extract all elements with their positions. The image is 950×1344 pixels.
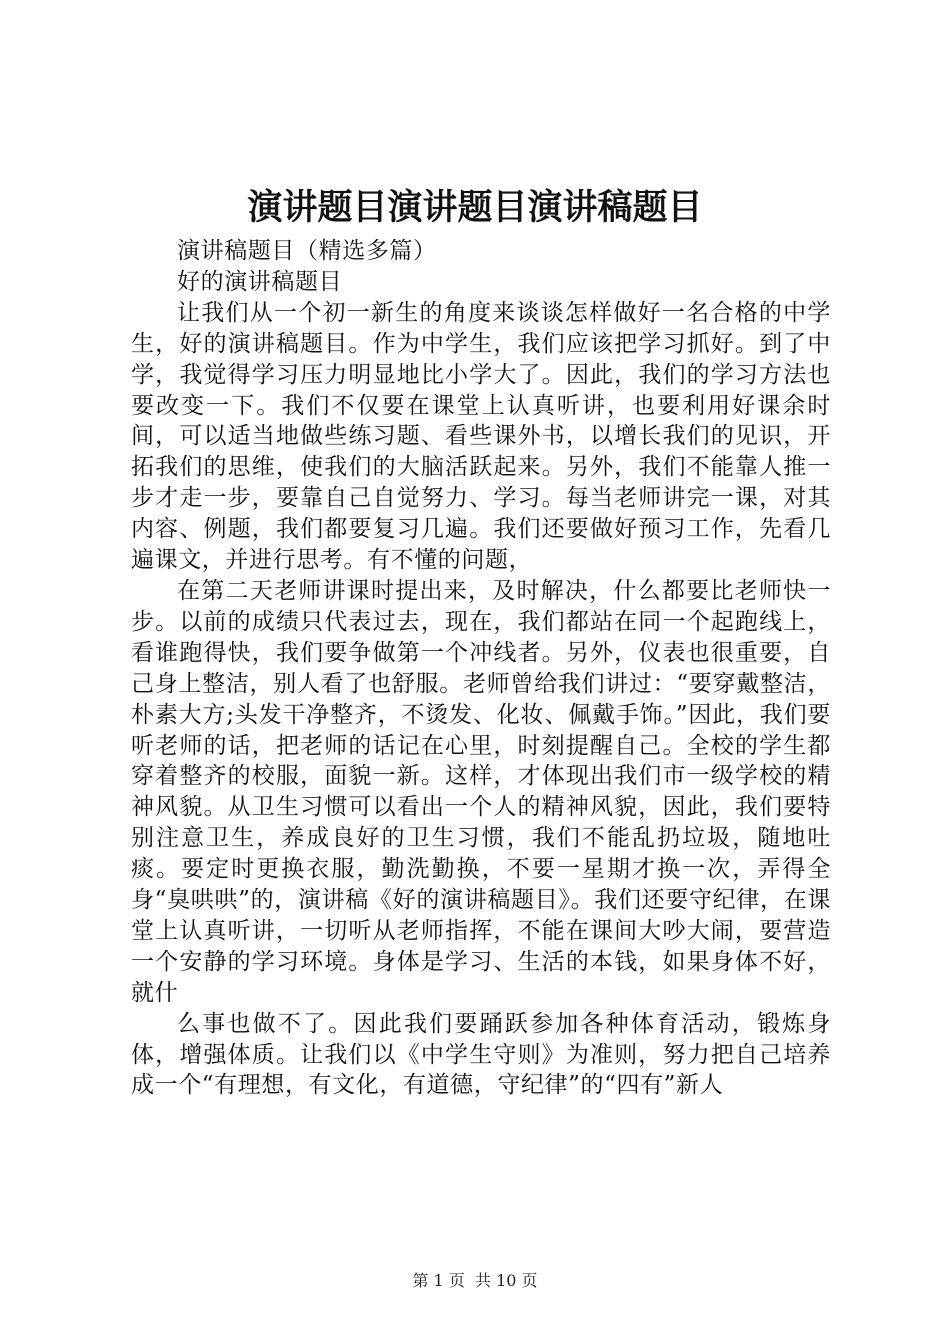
body-paragraph: 让我们从一个初一新生的角度来谈谈怎样做好一名合格的中学生，好的演讲稿题目。作为中学生，我们应该把学习抓好。到了中学，我觉得学习压力明显地比小学大了。因此，我们的学习方法也要改变一下。我们不仅要在课堂上认真听讲，也要利用好课余时间，可以适当地做些练习题、看些课外书，以增长我们的见识，开拓我们的思维，使我们的大脑活跃起来。另外，我们不能靠人推一步才走一步，要靠自己自觉努力、学习。每当老师讲完一课，对其内容、例题，我们都要复习几遍。我们还要做好预习工作，先看几遍课文，并进行思考。有不懂的问题， xyxy=(131,299,831,574)
body-paragraph: 么事也做不了。因此我们要踊跃参加各种体育活动，锻炼身体，增强体质。让我们以《中学生守则》为准则，努力把自己培养成一个“有理想，有文化，有道德，守纪律”的“四有”新人 xyxy=(131,1010,831,1099)
page-number-footer xyxy=(0,1270,950,1292)
body-paragraph: 在第二天老师讲课时提出来，及时解决，什么都要比老师快一步。以前的成绩只代表过去，现在，我们都站在同一个起跑线上，看谁跑得快，我们要争做第一个冲线者。另外，仪表也很重要，自己身上整洁，别人看了也舒服。老师曾给我们讲过：“要穿戴整洁，朴素大方;头发干净整齐，不烫发、化妆、佩戴手饰。”因此，我们要听老师的话，把老师的话记在心里，时刻提醒自己。全校的学生都穿着整齐的校服，面貌一新。这样，才体现出我们市一级学校的精神风貌。从卫生习惯可以看出一个人的精神风貌，因此，我们要特别注意卫生，养成良好的卫生习惯，我们不能乱扔垃圾，随地吐痰。要定时更换衣服，勤洗勤换，不要一星期才换一次，弄得全身“臭哄哄”的，演讲稿《好的演讲稿题目》。我们还要守纪律，在课堂上认真听讲，一切听从老师指挥，不能在课间大吵大闹，要营造一个安静的学习环境。身体是学习、生活的本钱，如果身体不好，就什 xyxy=(131,577,831,1006)
section-heading-paragraph: 好的演讲稿题目 xyxy=(177,268,343,295)
document-body xyxy=(131,236,831,1101)
page-number-label: 第 1 页 共 10 页 xyxy=(412,1271,538,1290)
document-title: 演讲题目演讲题目演讲稿题目 xyxy=(247,187,703,228)
subtitle-paragraph: 演讲稿题目（精选多篇） xyxy=(177,238,437,264)
